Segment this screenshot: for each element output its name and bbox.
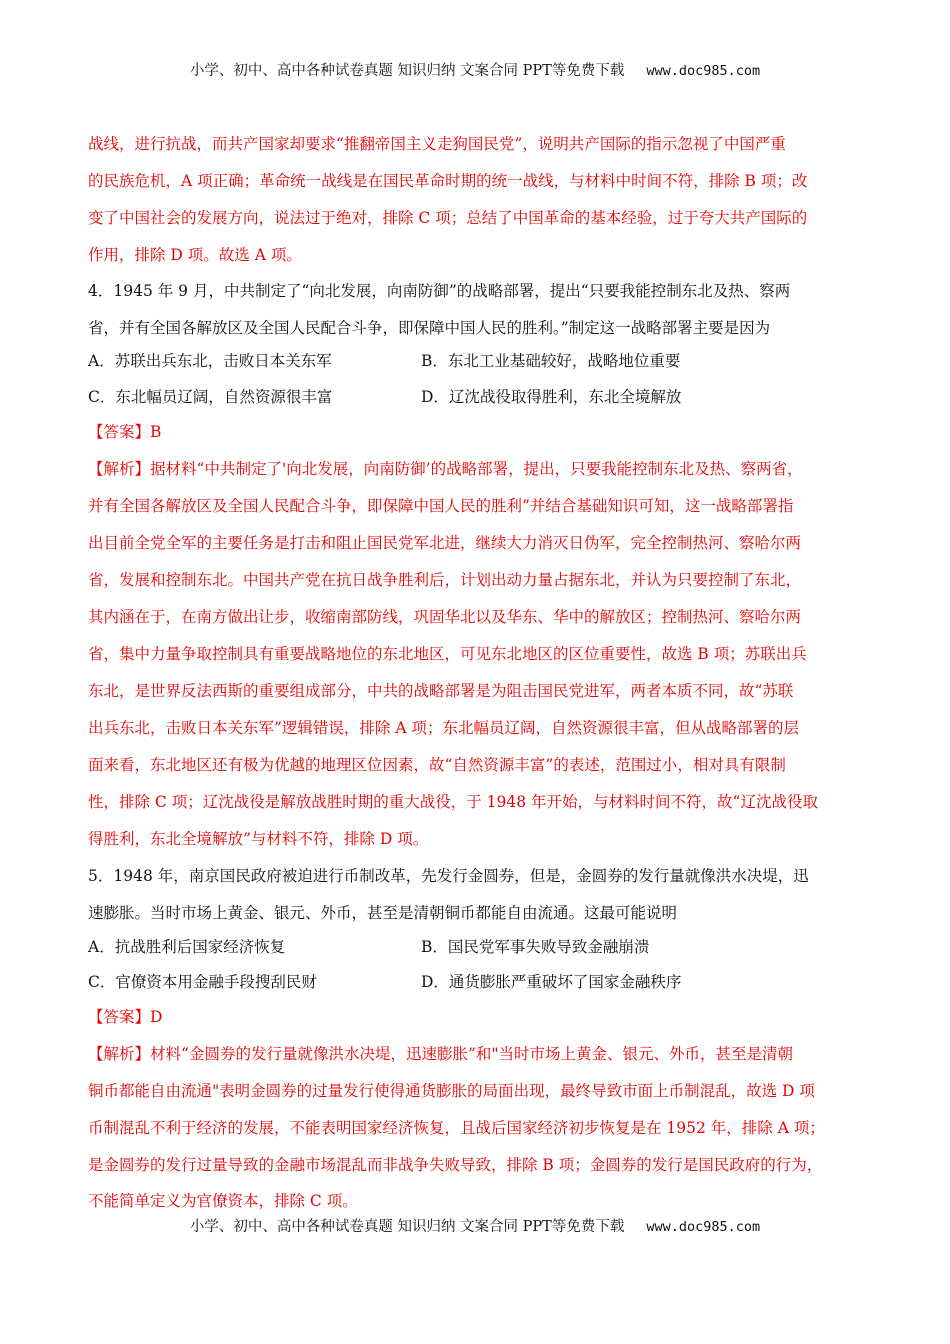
analysis-line: 东北，是世界反法西斯的重要组成部分，中共的战略部署是为阻击国民党进军，两者本质不同，故“苏联 — [88, 682, 794, 700]
question-stem-line: 5．1948 年，南京国民政府被迫进行币制改革，先发行金圆券，但是，金圆券的发行量就像洪水决堤，迅 — [88, 867, 809, 885]
analysis-line: 铜币都能自由流通"表明金圆券的过量发行使得通货膨胀的局面出现，最终导致市面上币制混乱，故选 D 项 — [88, 1082, 815, 1100]
answer-line — [88, 1006, 878, 1028]
analysis-tag: 【解析】 — [88, 1045, 151, 1063]
answer-tag: 【答案】 — [88, 1008, 151, 1026]
analysis-line: 得胜利，东北全境解放”与材料不符，排除 D 项。 — [88, 830, 429, 848]
analysis-line: 并有全国各解放区及全国人民配合斗争，即保障中国人民的胜利”并结合基础知识可知，这一战略部署指 — [88, 497, 794, 515]
analysis-line: 出目前全党全军的主要任务是打击和阻止国民党军北进，继续大力消灭日伪军，完全控制热河、察哈尔两 — [88, 534, 802, 552]
text-line: 变了中国社会的发展方向，说法过于绝对，排除 C 项；总结了中国革命的基本经验，过于夸大共产国际的 — [88, 209, 808, 227]
analysis-line: 性，排除 C 项；辽沈战役是解放战胜时期的重大战役，于 1948 年开始，与材料时间不符，故“辽沈战役取 — [88, 793, 818, 811]
header-url[interactable]: www.doc985.com — [646, 63, 761, 79]
footer-text: 小学、初中、高中各种试卷真题 知识归纳 文案合同 PPT等免费下载 — [189, 1219, 625, 1235]
page-header — [0, 59, 950, 80]
answer-value: D — [150, 1008, 163, 1026]
question-stem-line: 省，并有全国各解放区及全国人民配合斗争，即保障中国人民的胜利。”制定这一战略部署主要是因为 — [88, 319, 771, 337]
analysis-line: 不能简单定义为官僚资本，排除 C 项。 — [88, 1192, 358, 1210]
option-c: C．官僚资本用金融手段搜刮民财 — [88, 973, 317, 991]
text-line: 战线，进行抗战，而共产国家却要求“推翻帝国主义走狗国民党”，说明共产国际的指示忽视了中国严重 — [88, 135, 786, 153]
analysis-first-line — [88, 458, 878, 480]
analysis-line: 出兵东北，击败日本关东军”逻辑错误，排除 A 项；东北幅员辽阔，自然资源很丰富，但从战略部署的层 — [88, 719, 799, 737]
option-d: D．通货膨胀严重破坏了国家金融秩序 — [421, 973, 682, 991]
analysis-line: 省，集中力量争取控制具有重要战略地位的东北地区，可见东北地区的区位重要性，故选 B 项；苏联出兵 — [88, 645, 807, 663]
analysis-tag: 【解析】 — [88, 460, 151, 478]
footer-url[interactable]: www.doc985.com — [646, 1219, 761, 1235]
option-c: C．东北幅员辽阔，自然资源很丰富 — [88, 388, 333, 406]
answer-line — [88, 421, 878, 443]
analysis-line: 省，发展和控制东北。中国共产党在抗日战争胜利后，计划出动力量占据东北，并认为只要控制了东北， — [88, 571, 802, 589]
analysis-line: 币制混乱不利于经济的发展，不能表明国家经济恢复，且战后国家经济初步恢复是在 1952 年，排除 A 项； — [88, 1119, 825, 1137]
option-d: D．辽沈战役取得胜利，东北全境解放 — [421, 388, 682, 406]
answer-value: B — [150, 423, 162, 441]
analysis-text: 据材料“中共制定了'向北发展，向南防御’的战略部署，提出，只要我能控制东北及热、察两省， — [150, 460, 803, 478]
question-stem-line: 4．1945 年 9 月，中共制定了“向北发展，向南防御”的战略部署，提出“只要我能控制东北及热、察两 — [88, 282, 791, 300]
analysis-line: 其内涵在于，在南方做出让步，收缩南部防线，巩固华北以及华东、华中的解放区；控制热河、察哈尔两 — [88, 608, 802, 626]
text-line: 作用，排除 D 项。故选 A 项。 — [88, 246, 302, 264]
analysis-first-line — [88, 1043, 878, 1065]
answer-tag: 【答案】 — [88, 423, 151, 441]
text-line: 的民族危机，A 项正确；革命统一战线是在国民革命时期的统一战线，与材料中时间不符，排除 B 项；改 — [88, 172, 808, 190]
option-a: A．苏联出兵东北，击败日本关东军 — [88, 352, 332, 370]
option-b: B．东北工业基础较好，战略地位重要 — [421, 352, 681, 370]
option-b: B．国民党军事失败导致金融崩溃 — [421, 938, 650, 956]
analysis-line: 是金圆券的发行过量导致的金融市场混乱而非战争失败导致，排除 B 项；金圆券的发行是国民政府的行为， — [88, 1156, 823, 1174]
option-a: A．抗战胜利后国家经济恢复 — [88, 938, 286, 956]
header-text: 小学、初中、高中各种试卷真题 知识归纳 文案合同 PPT等免费下载 — [189, 63, 625, 79]
analysis-line: 面来看，东北地区还有极为优越的地理区位因素，故“自然资源丰富”的表述，范围过小，相对具有限制 — [88, 756, 786, 774]
analysis-text: 材料“金圆券的发行量就像洪水决堤，迅速膨胀”和"当时市场上黄金、银元、外币，甚至是清朝 — [150, 1045, 793, 1063]
page-footer — [0, 1215, 950, 1236]
question-stem-line: 速膨胀。当时市场上黄金、银元、外币，甚至是清朝铜币都能自由流通。这最可能说明 — [88, 904, 678, 922]
